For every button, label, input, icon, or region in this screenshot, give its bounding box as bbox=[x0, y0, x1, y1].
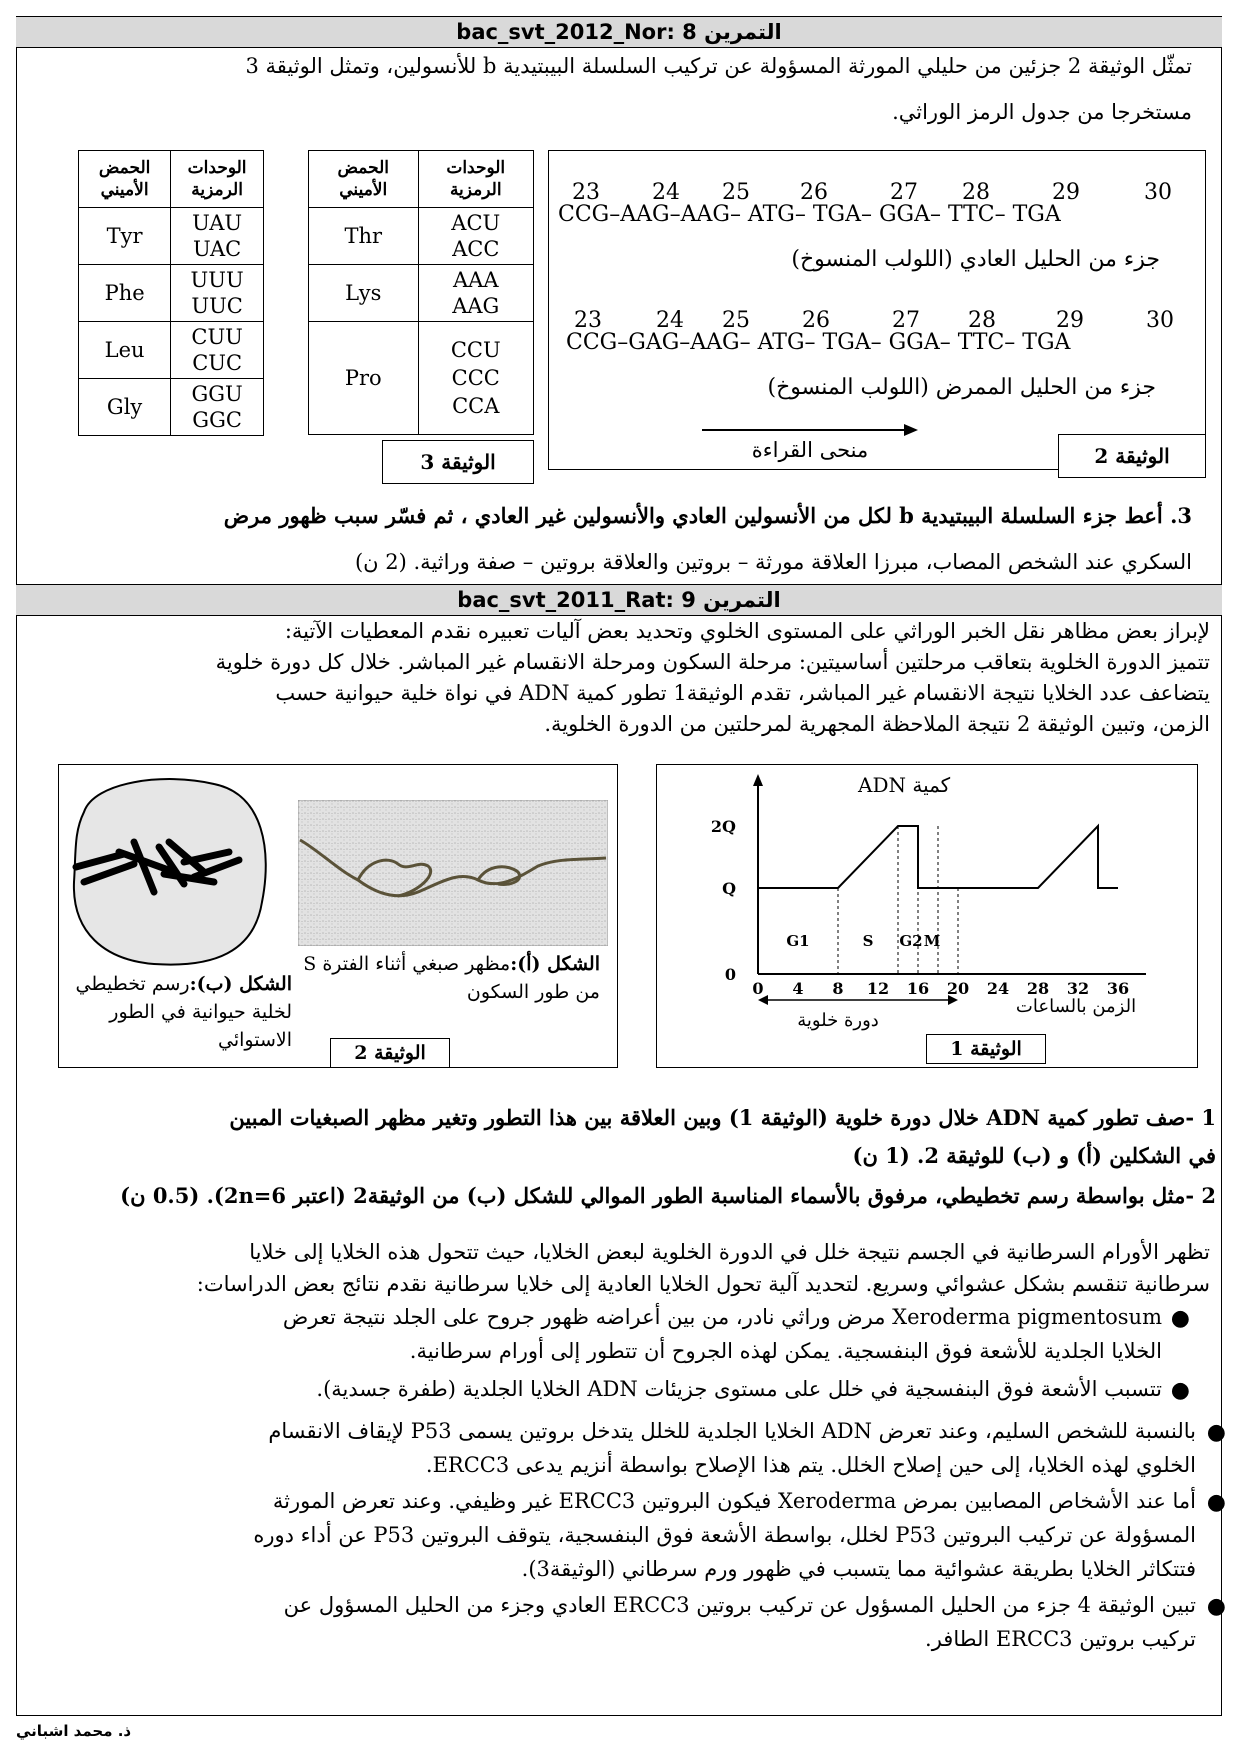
codon-position-number: 29 bbox=[1052, 180, 1080, 205]
codon-position-number: 28 bbox=[962, 180, 990, 205]
mutant-allele-sequence: CCG–GAG–AAG– ATG– TGA– GGA– TTC– TGA bbox=[566, 330, 1071, 355]
doc2b-label: الوثيقة 2 bbox=[330, 1038, 450, 1068]
bullet-dot: ● bbox=[1170, 1306, 1190, 1331]
amino-acid-cell: Leu bbox=[79, 322, 171, 379]
codon-position-number: 27 bbox=[890, 180, 918, 205]
header-amino-acid: الحمض الأميني bbox=[309, 151, 419, 208]
header-amino-acid: الحمض الأميني bbox=[79, 151, 171, 208]
question-1-line2: في الشكلين (أ) و (ب) للوثيقة 2. (1 ن) bbox=[852, 1143, 1216, 1168]
ex2-intro-line4: الزمن، وتبين الوثيقة 2 نتيجة الملاحظة المجهرية لمرحلتين من الدورة الخلوية. bbox=[544, 712, 1210, 736]
x-axis-label: الزمن بالساعات bbox=[1015, 996, 1137, 1017]
y-axis-arrow bbox=[753, 774, 763, 786]
exercise-9-header: bac_svt_2011_Rat: 9 التمرين bbox=[16, 584, 1222, 616]
ex1-intro-line2: مستخرجا من جدول الرمز الوراثي. bbox=[892, 100, 1192, 124]
phase-label: G2 bbox=[899, 932, 923, 950]
y-axis-label: كمية ADN bbox=[858, 773, 951, 797]
uv-bullet: تتسبب الأشعة فوق البنفسجية في خلل على مستوى جزيئات ADN الخلايا الجلدية (طفرة جسدية). bbox=[316, 1377, 1162, 1401]
x-tick-label: 32 bbox=[1066, 979, 1090, 998]
doc4-bullet-line1: تبين الوثيقة 4 جزء من الحليل المسؤول عن تركيب بروتين ERCC3 العادي وجزء من الحليل المسؤول عن bbox=[283, 1593, 1196, 1617]
x-tick-label: 12 bbox=[866, 979, 890, 998]
normal-allele-caption: جزء من الحليل العادي (اللولب المنسوخ) bbox=[791, 247, 1160, 272]
cancer-text-line2: سرطانية تنقسم بشكل عشوائي وسريع. لتحديد آلية تحول الخلايا العادية إلى خلايا سرطانية نقدم نتائج بعض الدراسات: bbox=[196, 1272, 1210, 1296]
codon-position-number: 25 bbox=[722, 308, 750, 333]
header-units: الوحدات الرمزية bbox=[171, 151, 264, 208]
y-tick-label: 0 bbox=[724, 965, 736, 984]
ex2-intro-line2: تتميز الدورة الخلوية بتعاقب مرحلتين أساسيتين: مرحلة السكون ومرحلة الانقسام غير المباشر. خلال كل دورة خلوية bbox=[215, 650, 1210, 674]
y-tick-label: 2Q bbox=[710, 817, 736, 836]
amino-acid-cell: Pro bbox=[309, 322, 419, 435]
x-tick-label: 0 bbox=[752, 979, 764, 998]
amino-acid-cell: Tyr bbox=[79, 208, 171, 265]
doc3-label: الوثيقة 3 bbox=[382, 440, 534, 484]
codon-position-number: 26 bbox=[800, 180, 828, 205]
x-tick-label: 16 bbox=[906, 979, 930, 998]
bullet-dot: ● bbox=[1170, 1378, 1190, 1403]
codons-cell: UAU UAC bbox=[171, 208, 264, 265]
codon-position-number: 23 bbox=[572, 180, 600, 205]
codon-position-number: 24 bbox=[652, 180, 680, 205]
ex2-intro-line1: لإبراز بعض مظاهر نقل الخبر الوراثي على المستوى الخلوي وتحديد بعض آليات تعبيره نقدم المعطيات الآتية: bbox=[284, 619, 1210, 643]
header-units: الوحدات الرمزية bbox=[418, 151, 534, 208]
doc2-label: الوثيقة 2 bbox=[1058, 434, 1206, 478]
codon-position-number: 27 bbox=[892, 308, 920, 333]
codon-position-number: 29 bbox=[1056, 308, 1084, 333]
figure-b-caption: الشكل (ب):رسم تخطيطي لخلية حيوانية في الطور الاستوائي bbox=[75, 973, 292, 1051]
phase-label: S bbox=[862, 932, 874, 950]
amino-acid-cell: Gly bbox=[79, 379, 171, 436]
p53-bullet-line1: بالنسبة للشخص السليم، وعند تعرض ADN الخلايا الجلدية للخلل يتدخل بروتين يسمى P53 لإيقاف الانقسام bbox=[268, 1419, 1196, 1443]
interphase-chromosome-micrograph bbox=[298, 800, 608, 946]
x-tick-label: 4 bbox=[792, 979, 804, 998]
codon-table-left bbox=[78, 150, 264, 436]
x-tick-label: 36 bbox=[1106, 979, 1130, 998]
doc1-label: الوثيقة 1 bbox=[926, 1034, 1046, 1064]
bullet-dot: ● bbox=[1206, 1420, 1226, 1445]
x-tick-label: 20 bbox=[946, 979, 970, 998]
codons-cell: AAA AAG bbox=[418, 265, 534, 322]
xeroderma-bullet-line1: Xeroderma pigmentosum مرض وراثي نادر، من بين أعراضه ظهور جروح على الجلد نتيجة تعرض bbox=[282, 1305, 1162, 1329]
codons-cell: GGU GGC bbox=[171, 379, 264, 436]
x-tick-label: 24 bbox=[986, 979, 1010, 998]
codon-position-number: 26 bbox=[802, 308, 830, 333]
amino-acid-cell: Thr bbox=[309, 208, 419, 265]
codons-cell: ACU ACC bbox=[418, 208, 534, 265]
dna-quantity-chart bbox=[656, 764, 1198, 1068]
ex1-intro-line1: تمثّل الوثيقة 2 جزئين من حليلي المورثة المسؤولة عن تركيب السلسلة البيبتيدية b للأنسولين، وتمثل الوثيقة 3 bbox=[245, 54, 1192, 78]
amino-acid-cell: Phe bbox=[79, 265, 171, 322]
phase-label: G1 bbox=[786, 932, 810, 950]
mutant-allele-caption: جزء من الحليل الممرض (اللولب المنسوخ) bbox=[767, 375, 1156, 400]
doc4-bullet-line2: تركيب بروتين ERCC3 الطافر. bbox=[925, 1627, 1196, 1651]
p53-bullet-line2: الخلوي لهذه الخلايا، إلى حين إصلاح الخلل. يتم هذا الإصلاح بواسطة أنزيم يدعى ERCC3. bbox=[425, 1453, 1196, 1477]
exercise-8-header: bac_svt_2012_Nor: 8 التمرين bbox=[16, 16, 1222, 48]
normal-allele-sequence: CCG–AAG–AAG– ATG– TGA– GGA– TTC– TGA bbox=[558, 202, 1061, 227]
codons-cell: UUU UUC bbox=[171, 265, 264, 322]
reading-direction-label: منحى القراءة bbox=[751, 438, 869, 462]
codon-position-number: 25 bbox=[722, 180, 750, 205]
phase-label: M bbox=[923, 932, 941, 950]
codon-position-number: 30 bbox=[1144, 180, 1172, 205]
amino-acid-cell: Lys bbox=[309, 265, 419, 322]
codon-position-number: 24 bbox=[656, 308, 684, 333]
author-footer: ذ. محمد اشباني bbox=[16, 1722, 132, 1740]
xeroderma-ercc3-line1: أما عند الأشخاص المصابين بمرض Xeroderma فيكون البروتين ERCC3 غير وظيفي. وعند تعرض المورثة bbox=[272, 1489, 1196, 1513]
cancer-text-line1: تظهر الأورام السرطانية في الجسم نتيجة خلل في الدورة الخلوية لبعض الخلايا، حيث تتحول هذه الخلايا إلى خلايا bbox=[249, 1240, 1210, 1264]
codon-table-right bbox=[308, 150, 534, 435]
y-tick-label: Q bbox=[722, 879, 736, 898]
codons-cell: CCU CCC CCA bbox=[418, 322, 534, 435]
question-3-line1: 3. أعط جزء السلسلة البيبتيدية b لكل من الأنسولين العادي والأنسولين غير العادي ، ثم فسّر سبب ظهور مرض bbox=[223, 503, 1192, 528]
x-tick-label: 8 bbox=[832, 979, 844, 998]
xeroderma-ercc3-line3: فتتكاثر الخلايا بطريقة عشوائية مما يتسبب في ظهور ورم سرطاني (الوثيقة3). bbox=[521, 1557, 1196, 1581]
xeroderma-bullet-line2: الخلايا الجلدية للأشعة فوق البنفسجية. يمكن لهذه الجروح أن تتطور إلى أورام سرطانية. bbox=[409, 1339, 1162, 1363]
metaphase-cell-drawing bbox=[64, 772, 274, 972]
codon-position-number: 23 bbox=[574, 308, 602, 333]
question-3-line2: السكري عند الشخص المصاب، مبرزا العلاقة مورثة – بروتين والعلاقة بروتين – صفة وراثية. (2 ن) bbox=[354, 550, 1192, 574]
codon-position-number: 28 bbox=[968, 308, 996, 333]
question-2: 2 -مثل بواسطة رسم تخطيطي، مرفوق بالأسماء المناسبة الطور الموالي للشكل (ب) من الوثيقة2 (اعتبر 2n=6). (0.5 ن) bbox=[120, 1183, 1216, 1208]
x-tick-label: 28 bbox=[1026, 979, 1050, 998]
question-1-line1: 1 -صف تطور كمية ADN خلال دورة خلوية (الوثيقة 1) وبين العلاقة بين هذا التطور وتغير مظهر الصبغيات المبين bbox=[229, 1105, 1216, 1130]
codon-position-number: 30 bbox=[1146, 308, 1174, 333]
ex2-intro-line3: يتضاعف عدد الخلايا نتيجة الانقسام غير المباشر، تقدم الوثيقة1 تطور كمية ADN في نواة خلية حيوانية حسب bbox=[275, 681, 1210, 705]
xeroderma-ercc3-line2: المسؤولة عن تركيب البروتين P53 لخلل، بواسطة الأشعة فوق البنفسجية، يتوقف البروتين P53 عن أداء دوره bbox=[253, 1523, 1196, 1547]
bullet-dot: ● bbox=[1206, 1490, 1226, 1515]
cycle-label: دورة خلوية bbox=[797, 1010, 879, 1031]
figure-a-caption: الشكل (أ):مظهر صبغي أثناء الفترة S من طور السكون bbox=[303, 953, 600, 1003]
codons-cell: CUU CUC bbox=[171, 322, 264, 379]
bullet-dot: ● bbox=[1206, 1594, 1226, 1619]
